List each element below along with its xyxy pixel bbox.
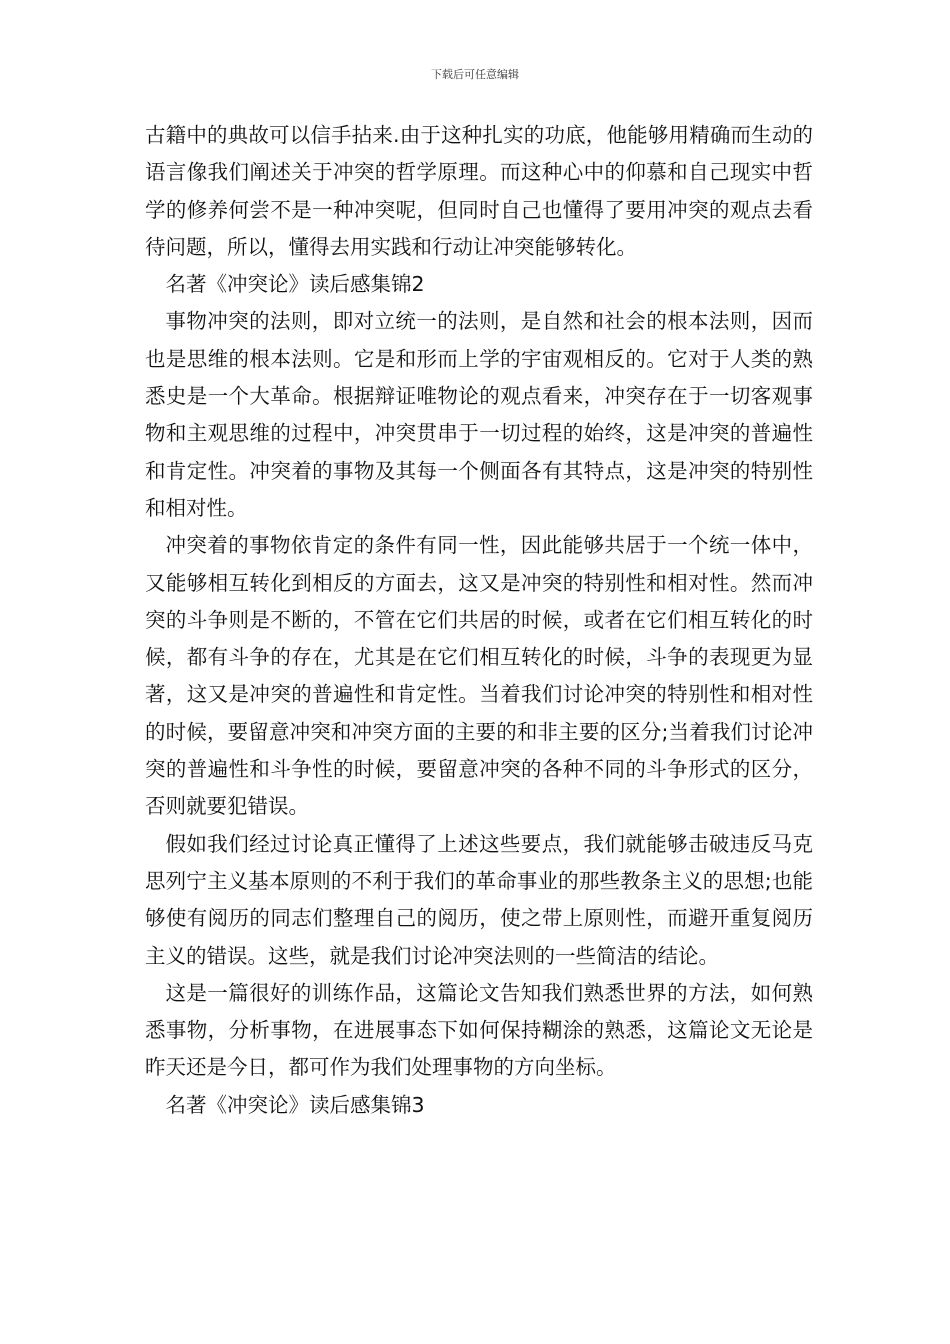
- document-body: [145, 117, 813, 1124]
- paragraph: 冲突着的事物依肯定的条件有同一性，因此能够共居于一个统一体中，又能够相互转化到相反的方面去，这又是冲突的特别性和相对性。然而冲突的斗争则是不断的，不管在它们共居的时候，或者在它们相互转化的时候，都有斗争的存在，尤其是在它们相互转化的时候，斗争的表现更为显著，这又是冲突的普遍性和肯定性。当着我们讨论冲突的特别性和相对性的时候，要留意冲突和冲突方面的主要的和非主要的区分;当着我们讨论冲突的普遍性和斗争性的时候，要留意冲突的各种不同的斗争形式的区分，否则就要犯错误。: [145, 533, 813, 819]
- paragraph: 假如我们经过讨论真正懂得了上述这些要点，我们就能够击破违反马克思列宁主义基本原则的不利于我们的革命事业的那些教条主义的思想;也能够使有阅历的同志们整理自己的阅历，使之带上原则性，而避开重复阅历主义的错误。这些，就是我们讨论冲突法则的一些简洁的结论。: [145, 831, 813, 968]
- paragraph-continuation: 古籍中的典故可以信手拈来.由于这种扎实的功底，他能够用精确而生动的语言像我们阐述关于冲突的哲学原理。而这种心中的仰慕和自己现实中哲学的修养何尝不是一种冲突呢，但同时自己也懂得了要用冲突的观点去看待问题，所以，懂得去用实践和行动让冲突能够转化。: [145, 123, 813, 259]
- section-heading-2: 名著《冲突论》读后感集锦2: [165, 272, 425, 297]
- section-heading-3: 名著《冲突论》读后感集锦3: [165, 1092, 425, 1117]
- paragraph: 事物冲突的法则，即对立统一的法则，是自然和社会的根本法则，因而也是思维的根本法则。它是和形而上学的宇宙观相反的。它对于人类的熟悉史是一个大革命。根据辩证唯物论的观点看来，冲突存在于一切客观事物和主观思维的过程中，冲突贯串于一切过程的始终，这是冲突的普遍性和肯定性。冲突着的事物及其每一个侧面各有其特点，这是冲突的特别性和相对性。: [145, 309, 813, 520]
- page-header-note: 下载后可任意编辑: [431, 68, 519, 81]
- paragraph: 这是一篇很好的训练作品，这篇论文告知我们熟悉世界的方法，如何熟悉事物，分析事物，在进展事态下如何保持糊涂的熟悉，这篇论文无论是昨天还是今日，都可作为我们处理事物的方向坐标。: [145, 980, 813, 1080]
